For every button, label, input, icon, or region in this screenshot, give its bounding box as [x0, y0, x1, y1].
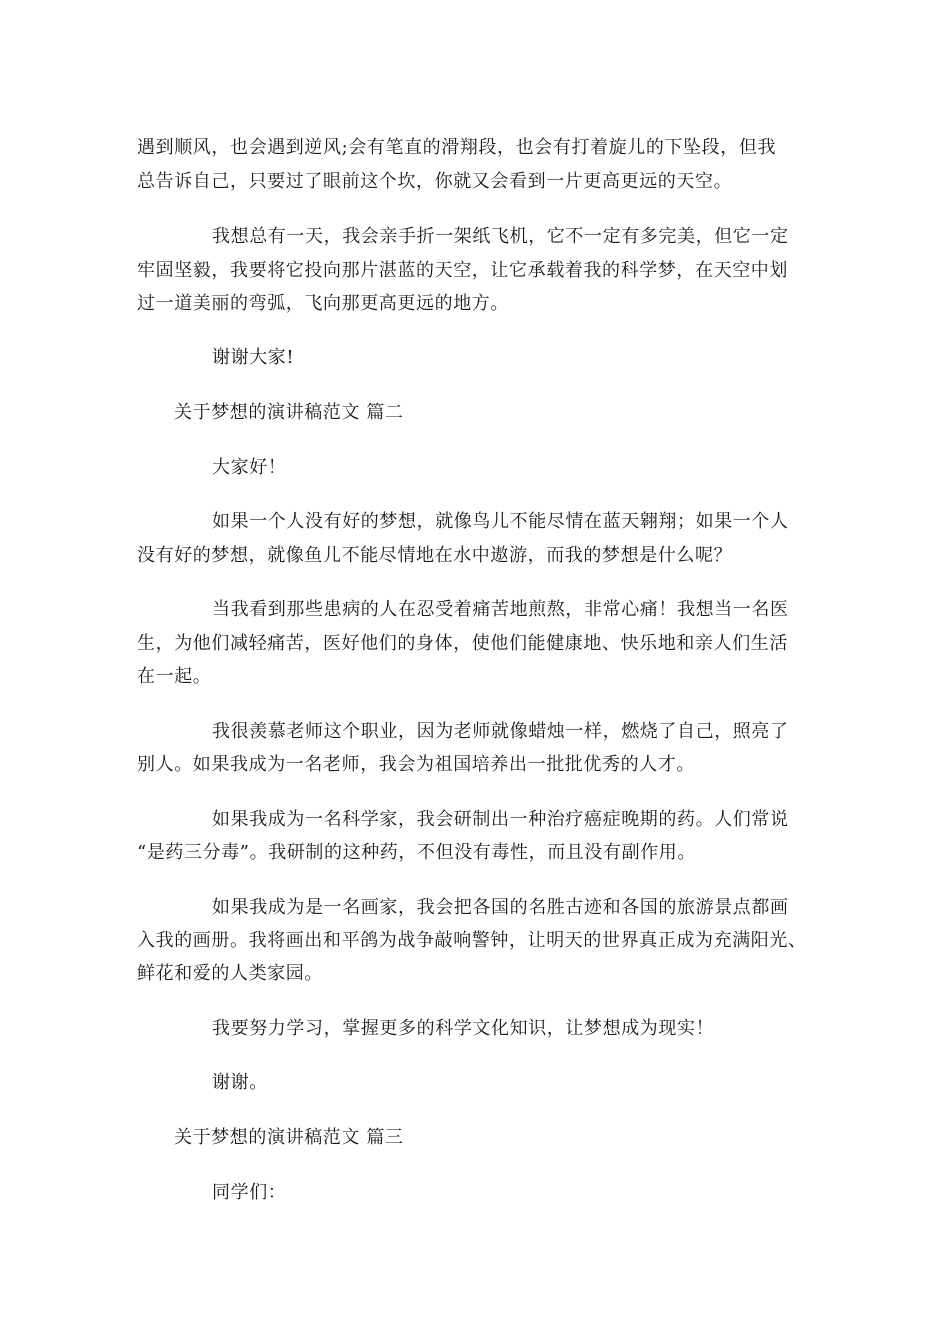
- text-line: 在一起。: [137, 666, 212, 687]
- text-line: 没有好的梦想，就像鱼儿不能尽情地在水中遨游，而我的梦想是什么呢？: [137, 545, 733, 566]
- text-line: 鲜花和爱的人类家园。: [137, 963, 323, 984]
- text-line: 生，为他们减轻痛苦，医好他们的身体，使他们能健康地、快乐地和亲人们生活: [137, 633, 788, 654]
- text-line: 遇到顺风，也会遇到逆风;会有笔直的滑翔段，也会有打着旋儿的下坠段，但我: [137, 137, 777, 158]
- text-line: 过一道美丽的弯弧，飞向那更高更远的地方。: [137, 293, 509, 314]
- text-line: 谢谢大家!: [212, 347, 295, 368]
- text-line: 总告诉自己，只要过了眼前这个坎，你就又会看到一片更高更远的天空。: [137, 171, 733, 192]
- text-line: 牢固坚毅，我要将它投向那片湛蓝的天空，让它承载着我的科学梦，在天空中划: [137, 260, 788, 281]
- text-line: 大家好！: [212, 457, 287, 478]
- text-line: 如果一个人没有好的梦想，就像鸟儿不能尽情在蓝天翱翔；如果一个人: [212, 511, 789, 532]
- text-line: 同学们：: [212, 1182, 287, 1203]
- text-line: 如果我成为一名科学家，我会研制出一种治疗癌症晚期的药。人们常说: [212, 809, 789, 830]
- text-line: 当我看到那些患病的人在忍受着痛苦地煎熬，非常心痛！我想当一名医: [212, 599, 789, 620]
- heading-line: 关于梦想的演讲稿范文 篇三: [174, 1127, 404, 1148]
- text-line: 我很羡慕老师这个职业，因为老师就像蜡烛一样，燃烧了自己，照亮了: [212, 721, 789, 742]
- text-line: 谢谢。: [212, 1072, 268, 1093]
- text-line: 入我的画册。我将画出和平鸽为战争敲响警钟，让明天的世界真正成为充满阳光、: [137, 930, 807, 951]
- text-line: “是药三分毒”。我研制的这种药，不但没有毒性，而且没有副作用。: [137, 842, 697, 863]
- text-line: 我想总有一天，我会亲手折一架纸飞机，它不一定有多完美，但它一定: [212, 226, 789, 247]
- text-line: 别人。如果我成为一名老师，我会为祖国培养出一批批优秀的人才。: [137, 754, 695, 775]
- heading-line: 关于梦想的演讲稿范文 篇二: [174, 402, 404, 423]
- text-line: 我要努力学习，掌握更多的科学文化知识，让梦想成为现实！: [212, 1018, 715, 1039]
- text-line: 如果我成为是一名画家，我会把各国的名胜古迹和各国的旅游景点都画: [212, 897, 789, 918]
